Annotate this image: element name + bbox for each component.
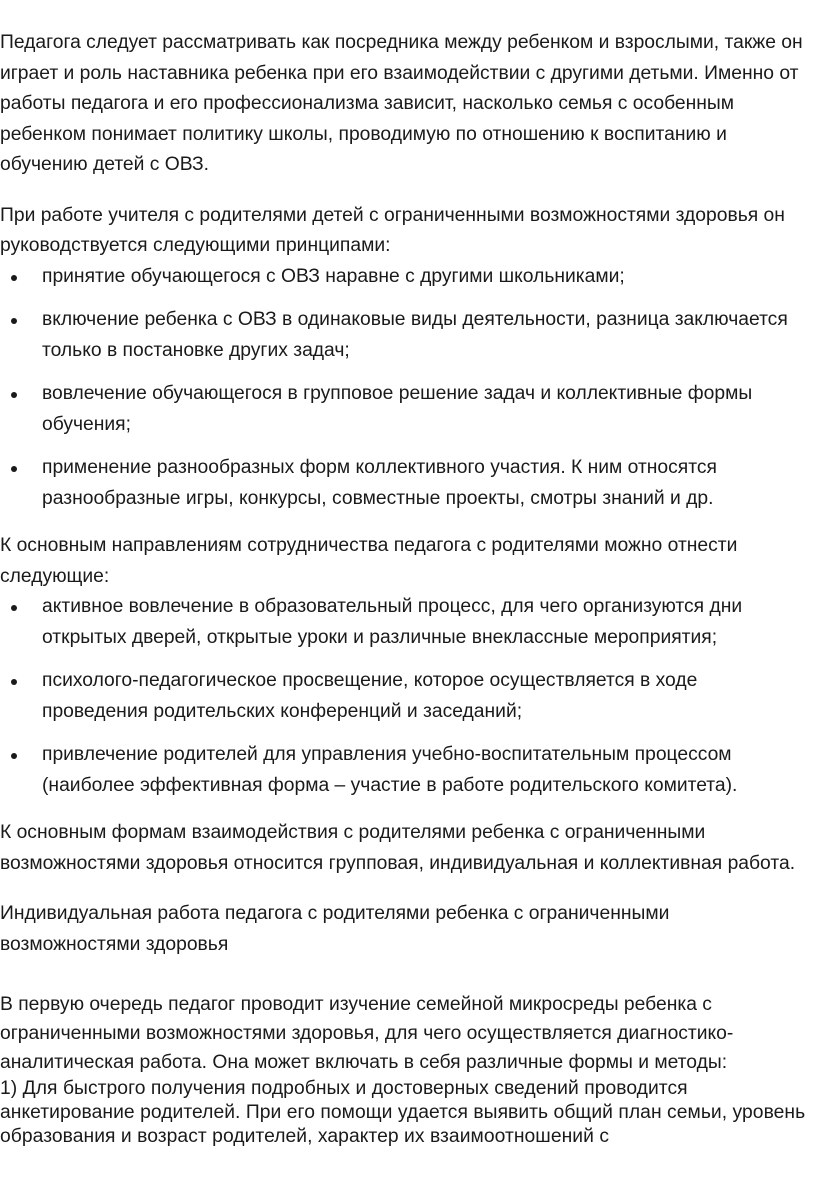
- paragraph-directions-intro: К основным направлениям сотрудничества педагога с родителями можно отнести следующие:: [0, 535, 738, 587]
- list-item: [0, 305, 806, 366]
- principles-list: [0, 262, 806, 515]
- document-body: [0, 28, 806, 1149]
- list-item: [0, 453, 806, 514]
- directions-list: [0, 592, 806, 801]
- list-item-text: применение разнообразных форм коллективного участия. К ним относятся разнообразные игры, конкурсы, совместные проекты, смотры знаний и др.: [42, 457, 717, 509]
- paragraph-survey: 1) Для быстрого получения подробных и достоверных сведений проводится анкетирование родителей. При его помощи удается выявить общий план семьи, уровень образования и возраст родителей, характер их взаимоотношений с: [0, 1078, 806, 1147]
- list-item: [0, 592, 806, 653]
- paragraph-mediator-role: Педагога следует рассматривать как посредника между ребенком и взрослыми, также он играет и роль наставника ребенка при его взаимодействии с другими детьми. Именно от работы педагога и его профессионализма зависит, насколько семья с особенным ребенком понимает политику школы, проводимую по отношению к воспитанию и обучению детей с ОВЗ.: [0, 32, 803, 175]
- bullet-icon: [11, 753, 17, 759]
- list-item-text: вовлечение обучающегося в групповое решение задач и коллективные формы обучения;: [42, 383, 753, 435]
- list-item-text: привлечение родителей для управления учебно-воспитательным процессом (наиболее эффективная форма – участие в работе родительского комитета).: [42, 744, 738, 796]
- list-item-text: включение ребенка с ОВЗ в одинаковые виды деятельности, разница заключается только в постановке других задач;: [42, 309, 788, 361]
- list-item: [0, 740, 806, 801]
- list-item: [0, 666, 806, 727]
- paragraph-forms: К основным формам взаимодействия с родителями ребенка с ограниченными возможностями здоровья относится групповая, индивидуальная и коллективная работа.: [0, 822, 796, 874]
- paragraph-diagnostics: В первую очередь педагог проводит изучение семейной микросреды ребенка с ограниченными возможностями здоровья, для чего осуществляется диагностико-аналитическая работа. Она может включать в себя различные формы и методы:: [0, 994, 734, 1073]
- list-item-text: активное вовлечение в образовательный процесс, для чего организуются дни открытых дверей, открытые уроки и различные внеклассные мероприятия;: [42, 596, 743, 648]
- bullet-icon: [11, 318, 17, 324]
- bullet-icon: [11, 605, 17, 611]
- bullet-icon: [11, 275, 17, 281]
- list-item-text: принятие обучающегося с ОВЗ наравне с другими школьниками;: [42, 265, 625, 287]
- section-heading-individual-work: Индивидуальная работа педагога с родителями ребенка с ограниченными возможностями здоровья: [0, 903, 670, 955]
- paragraph-principles-intro: При работе учителя с родителями детей с ограниченными возможностями здоровья он руководствуется следующими принципами:: [0, 204, 785, 256]
- list-item: [0, 379, 806, 440]
- list-item-text: психолого-педагогическое просвещение, которое осуществляется в ходе проведения родительских конференций и заседаний;: [42, 670, 698, 722]
- bullet-icon: [11, 466, 17, 472]
- list-item: [0, 262, 806, 293]
- bullet-icon: [11, 392, 17, 398]
- bullet-icon: [11, 679, 17, 685]
